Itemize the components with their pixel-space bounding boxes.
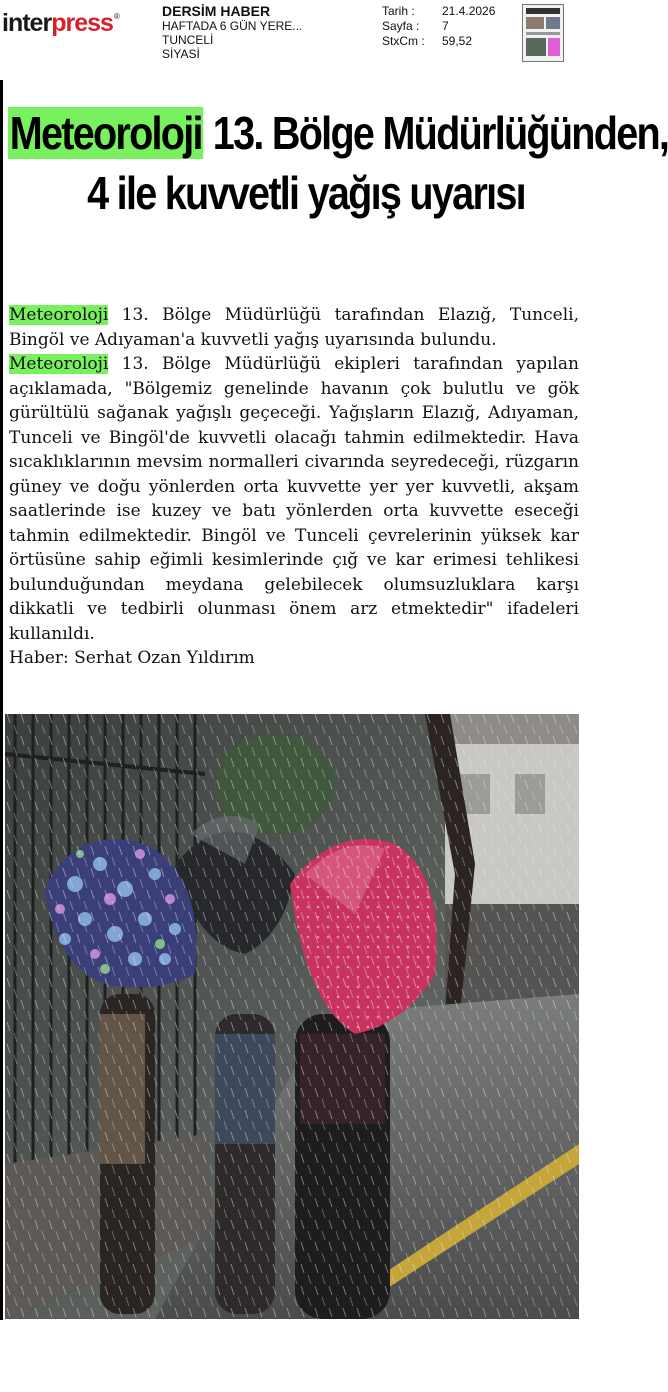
headline-line-1 — [8, 107, 668, 159]
article-byline: Haber: Serhat Ozan Yıldırım — [9, 648, 255, 668]
paragraph-1-keyword-highlight: Meteoroloji — [9, 305, 109, 325]
meta-stxcm-row — [382, 34, 495, 49]
headline-line-1-text: 13. Bölge Müdürlüğünden, — [203, 107, 668, 159]
article-body — [9, 303, 579, 671]
clipping-meta — [382, 4, 495, 49]
rain-umbrella-photo — [5, 714, 579, 1319]
logo-registered-mark: ® — [113, 12, 119, 21]
headline-line-2: 4 ile kuvvetli yağış uyarısı — [87, 167, 525, 219]
article-paragraph-1 — [9, 303, 579, 352]
publication-category: SİYASİ — [162, 47, 200, 61]
meta-date-label: Tarih : — [382, 4, 415, 18]
publication-city: TUNCELİ — [162, 33, 214, 47]
headline-keyword-highlight: Meteoroloji — [9, 107, 202, 159]
meta-date-row — [382, 4, 495, 19]
paragraph-2-keyword-highlight: Meteoroloji — [9, 354, 109, 374]
article-headline — [8, 107, 668, 219]
meta-page-row — [382, 19, 495, 34]
article-paragraph-2 — [9, 352, 579, 646]
meta-stxcm-value: 59,52 — [442, 34, 473, 48]
meta-date-value: 21.4.2026 — [442, 4, 496, 18]
publication-info — [162, 4, 302, 61]
article-photo — [5, 714, 579, 1319]
meta-page-label: Sayfa : — [382, 19, 420, 33]
paragraph-2-text: 13. Bölge Müdürlüğü ekipleri tarafından yapılan açıklamada, "Bölgemiz genelinde havanın çok bulutlu ve gök gürültülü sağanak yağışlı geçeceği. Yağışların Elazığ, Adıyaman, Tunceli ve Bingöl'de kuvvetli olacağı tahmin edilmektedir. Hava sıcaklıklarının mevsim normalleri civarında seyredeceği, rüzgarın güney ve doğu yönlerden orta kuvvette yer yer kuvvetli, akşam saatlerinde ise kuzey ve batı yönlerden orta kuvvette eseceği tahmin edilmektedir. Bingöl ve Tunceli çevrelerinin yüksek kar örtüsüne sahip eğimli kesimlerinde çığ ve kar erimesi tehlikesi bulunduğundan meydana gelebilecek olumsuzluklara karşı dikkatli ve tedbirli olunması önem arz etmektedir" ifadeleri kullanıldı. — [9, 354, 579, 644]
page-thumbnail-icon[interactable] — [522, 4, 564, 62]
interpress-logo — [2, 8, 119, 38]
logo-text-press: press — [51, 8, 113, 37]
paragraph-1-text: 13. Bölge Müdürlüğü tarafından Elazığ, Tunceli, Bingöl ve Adıyaman'a kuvvetli yağış uyarısında bulundu. — [9, 305, 579, 350]
meta-stxcm-label: StxCm : — [382, 34, 425, 48]
meta-page-value: 7 — [442, 19, 449, 33]
logo-text-inter: inter — [2, 8, 52, 37]
publication-name: DERSİM HABER — [162, 3, 271, 19]
left-margin-rule — [0, 80, 3, 1320]
publication-frequency: HAFTADA 6 GÜN YERE... — [162, 19, 303, 33]
